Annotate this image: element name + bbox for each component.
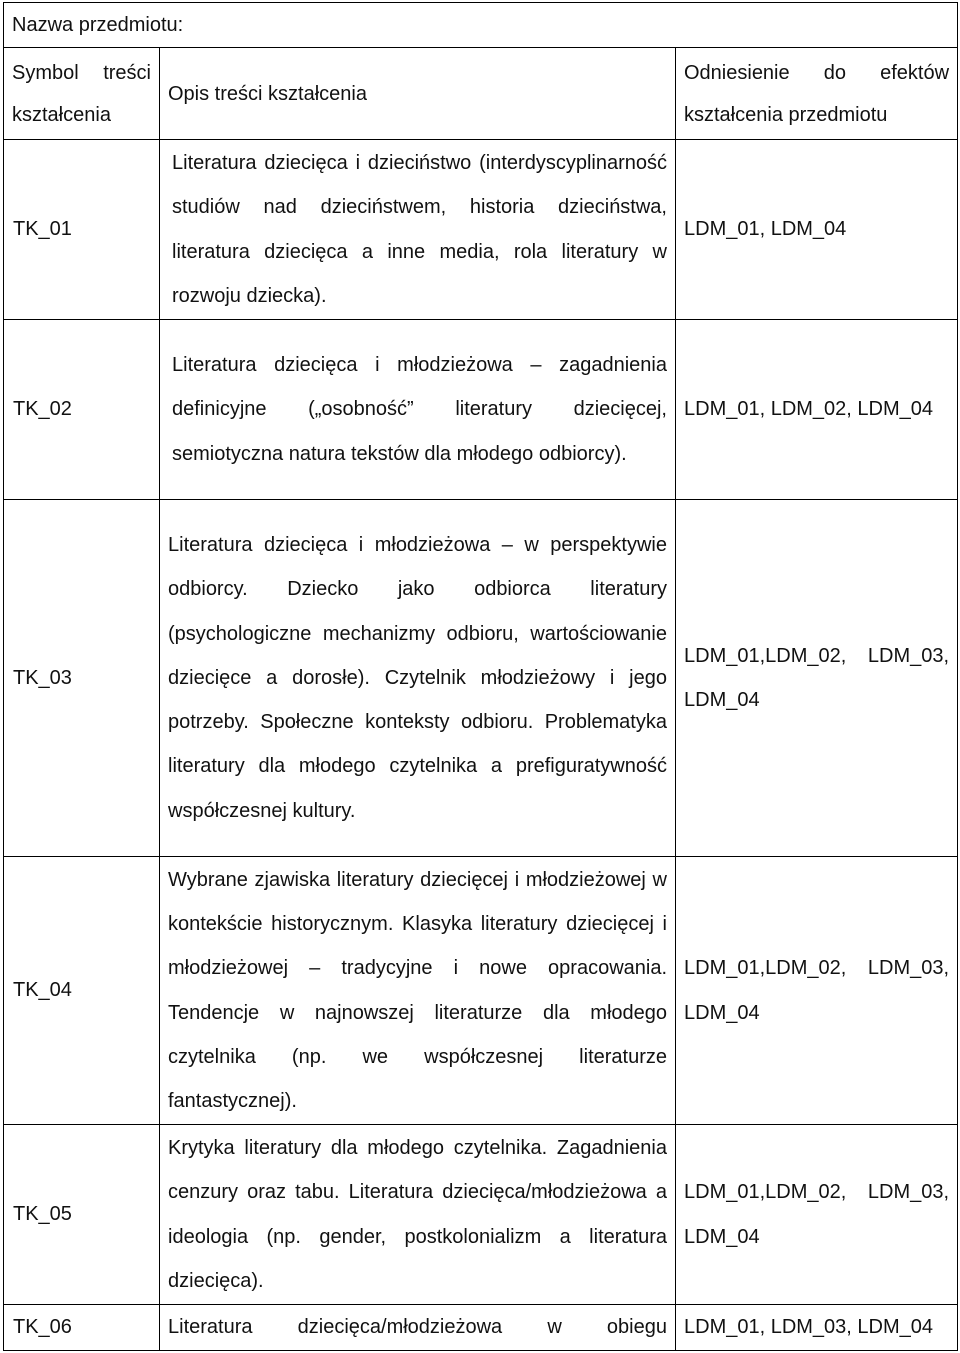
row-refs: LDM_01, LDM_03, LDM_04 [676,1305,958,1351]
row-code: TK_01 [4,140,160,320]
course-name-label: Nazwa przedmiotu: [4,3,958,48]
title-row [4,3,958,48]
table-row [4,857,958,1125]
table-row [4,1305,958,1351]
row-refs: LDM_01,LDM_02, LDM_03, LDM_04 [676,500,958,857]
header-opis: Opis treści kształcenia [160,48,676,140]
table-row [4,500,958,857]
header-symbol: Symbol treści kształcenia [4,48,160,140]
row-text: Literatura dziecięca i młodzieżowa – w perspektywie odbiorcy. Dziecko jako odbiorca literatury (psychologiczne mechanizmy odbioru, wartościowanie dziecięce a dorosłe). Czytelnik młodzieżowy i jego potrzeby. Społeczne konteksty odbioru. Problematyka literatury dla młodego czytelnika a prefiguratywność współczesnej kultury. [160,500,676,857]
row-refs: LDM_01,LDM_02, LDM_03, LDM_04 [676,857,958,1125]
row-text: Literatura dziecięca/młodzieżowa w obiegu [160,1305,676,1351]
row-text: Krytyka literatury dla młodego czytelnika. Zagadnienia cenzury oraz tabu. Literatura dziecięca/młodzieżowa a ideologia (np. gender, postkolonializm a literatura dziecięca). [160,1125,676,1305]
row-code: TK_03 [4,500,160,857]
row-text: Literatura dziecięca i dzieciństwo (interdyscyplinarność studiów nad dzieciństwem, historia dzieciństwa, literatura dziecięca a inne media, rola literatury w rozwoju dziecka). [160,140,676,320]
row-refs: LDM_01, LDM_02, LDM_04 [676,320,958,500]
row-refs: LDM_01,LDM_02, LDM_03, LDM_04 [676,1125,958,1305]
course-content-table [3,2,958,1351]
table-row [4,320,958,500]
row-text: Wybrane zjawiska literatury dziecięcej i młodzieżowej w kontekście historycznym. Klasyka literatury dziecięcej i młodzieżowej – tradycyjne i nowe opracowania. Tendencje w najnowszej literaturze dla młodego czytelnika (np. we współczesnej literaturze fantastycznej). [160,857,676,1125]
header-row [4,48,958,140]
row-text: Literatura dziecięca i młodzieżowa – zagadnienia definicyjne („osobność” literatury dziecięcej, semiotyczna natura tekstów dla młodego odbiorcy). [160,320,676,500]
row-code: TK_06 [4,1305,160,1351]
table-row [4,1125,958,1305]
row-code: TK_05 [4,1125,160,1305]
row-code: TK_04 [4,857,160,1125]
row-code: TK_02 [4,320,160,500]
table-row [4,140,958,320]
header-odniesienie: Odniesienie do efektów kształcenia przedmiotu [676,48,958,140]
row-refs: LDM_01, LDM_04 [676,140,958,320]
